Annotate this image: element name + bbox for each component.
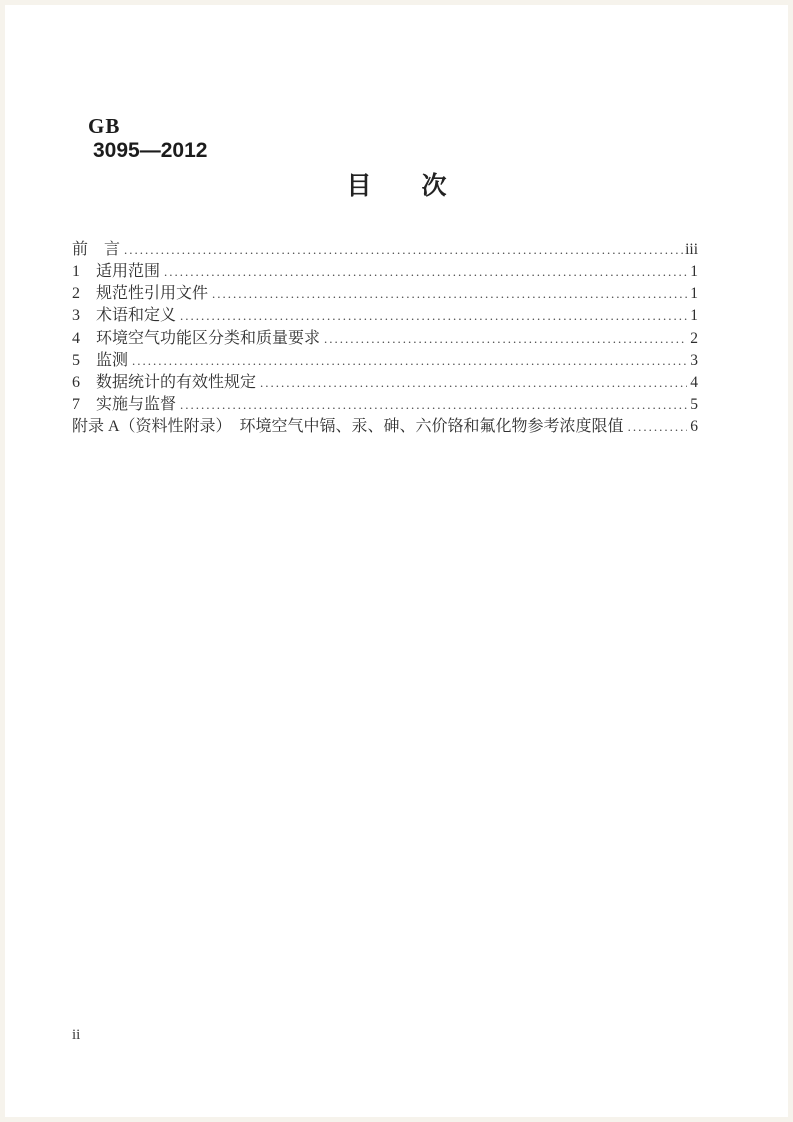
toc-dot-leader (164, 264, 687, 280)
toc-dot-leader (324, 331, 687, 347)
toc-dot-leader (180, 397, 687, 413)
page-number-footer: ii (72, 1027, 81, 1043)
standard-code-number: 3095—2012 (93, 139, 208, 162)
toc-entry-label: 2 规范性引用文件 (72, 285, 209, 303)
toc-entry-label: 3 术语和定义 (72, 307, 177, 325)
toc-entry-page: 4 (690, 373, 698, 391)
toc-entry-page: iii (685, 241, 698, 258)
toc-entry-label: 4 环境空气功能区分类和质量要求 (72, 329, 321, 347)
toc-entry-page: 2 (690, 329, 698, 347)
toc-entry-4 (72, 325, 698, 347)
toc-entry-page: 1 (690, 285, 698, 303)
toc-entry-5 (72, 347, 698, 369)
toc-entry-label: 7 实施与监督 (72, 395, 177, 413)
toc-entry-page: 1 (690, 307, 698, 325)
toc-entry-page: 6 (690, 418, 698, 436)
toc-entry-6 (72, 369, 698, 391)
toc-entry-label: 1 适用范围 (72, 263, 161, 281)
toc-dot-leader (132, 353, 687, 369)
toc-dot-leader (212, 286, 687, 302)
toc-entry-2 (72, 280, 698, 302)
toc-entry-3 (72, 302, 698, 324)
toc-dot-leader (180, 308, 687, 324)
toc-entry-label: 前 言 (72, 241, 121, 258)
toc-entry-7 (72, 391, 698, 413)
toc-entry-page: 1 (690, 263, 698, 281)
page-title: 目 次 (346, 173, 447, 200)
table-of-contents (72, 236, 698, 435)
toc-entry-label: 5 监测 (72, 351, 129, 369)
toc-entry-page: 3 (690, 351, 698, 369)
toc-dot-leader (628, 419, 687, 435)
toc-entry-foreword (72, 236, 698, 258)
toc-entry-appendix-a (72, 413, 698, 435)
toc-dot-leader (124, 242, 684, 258)
toc-entry-label: 6 数据统计的有效性规定 (72, 373, 257, 391)
standard-code-prefix: GB (88, 114, 121, 138)
document-page (5, 5, 788, 1117)
toc-entry-page: 5 (690, 395, 698, 413)
toc-dot-leader (260, 375, 687, 391)
toc-entry-label: 附录 A（资料性附录） 环境空气中镉、汞、砷、六价铬和氟化物参考浓度限值 (72, 418, 624, 436)
toc-entry-1 (72, 258, 698, 280)
